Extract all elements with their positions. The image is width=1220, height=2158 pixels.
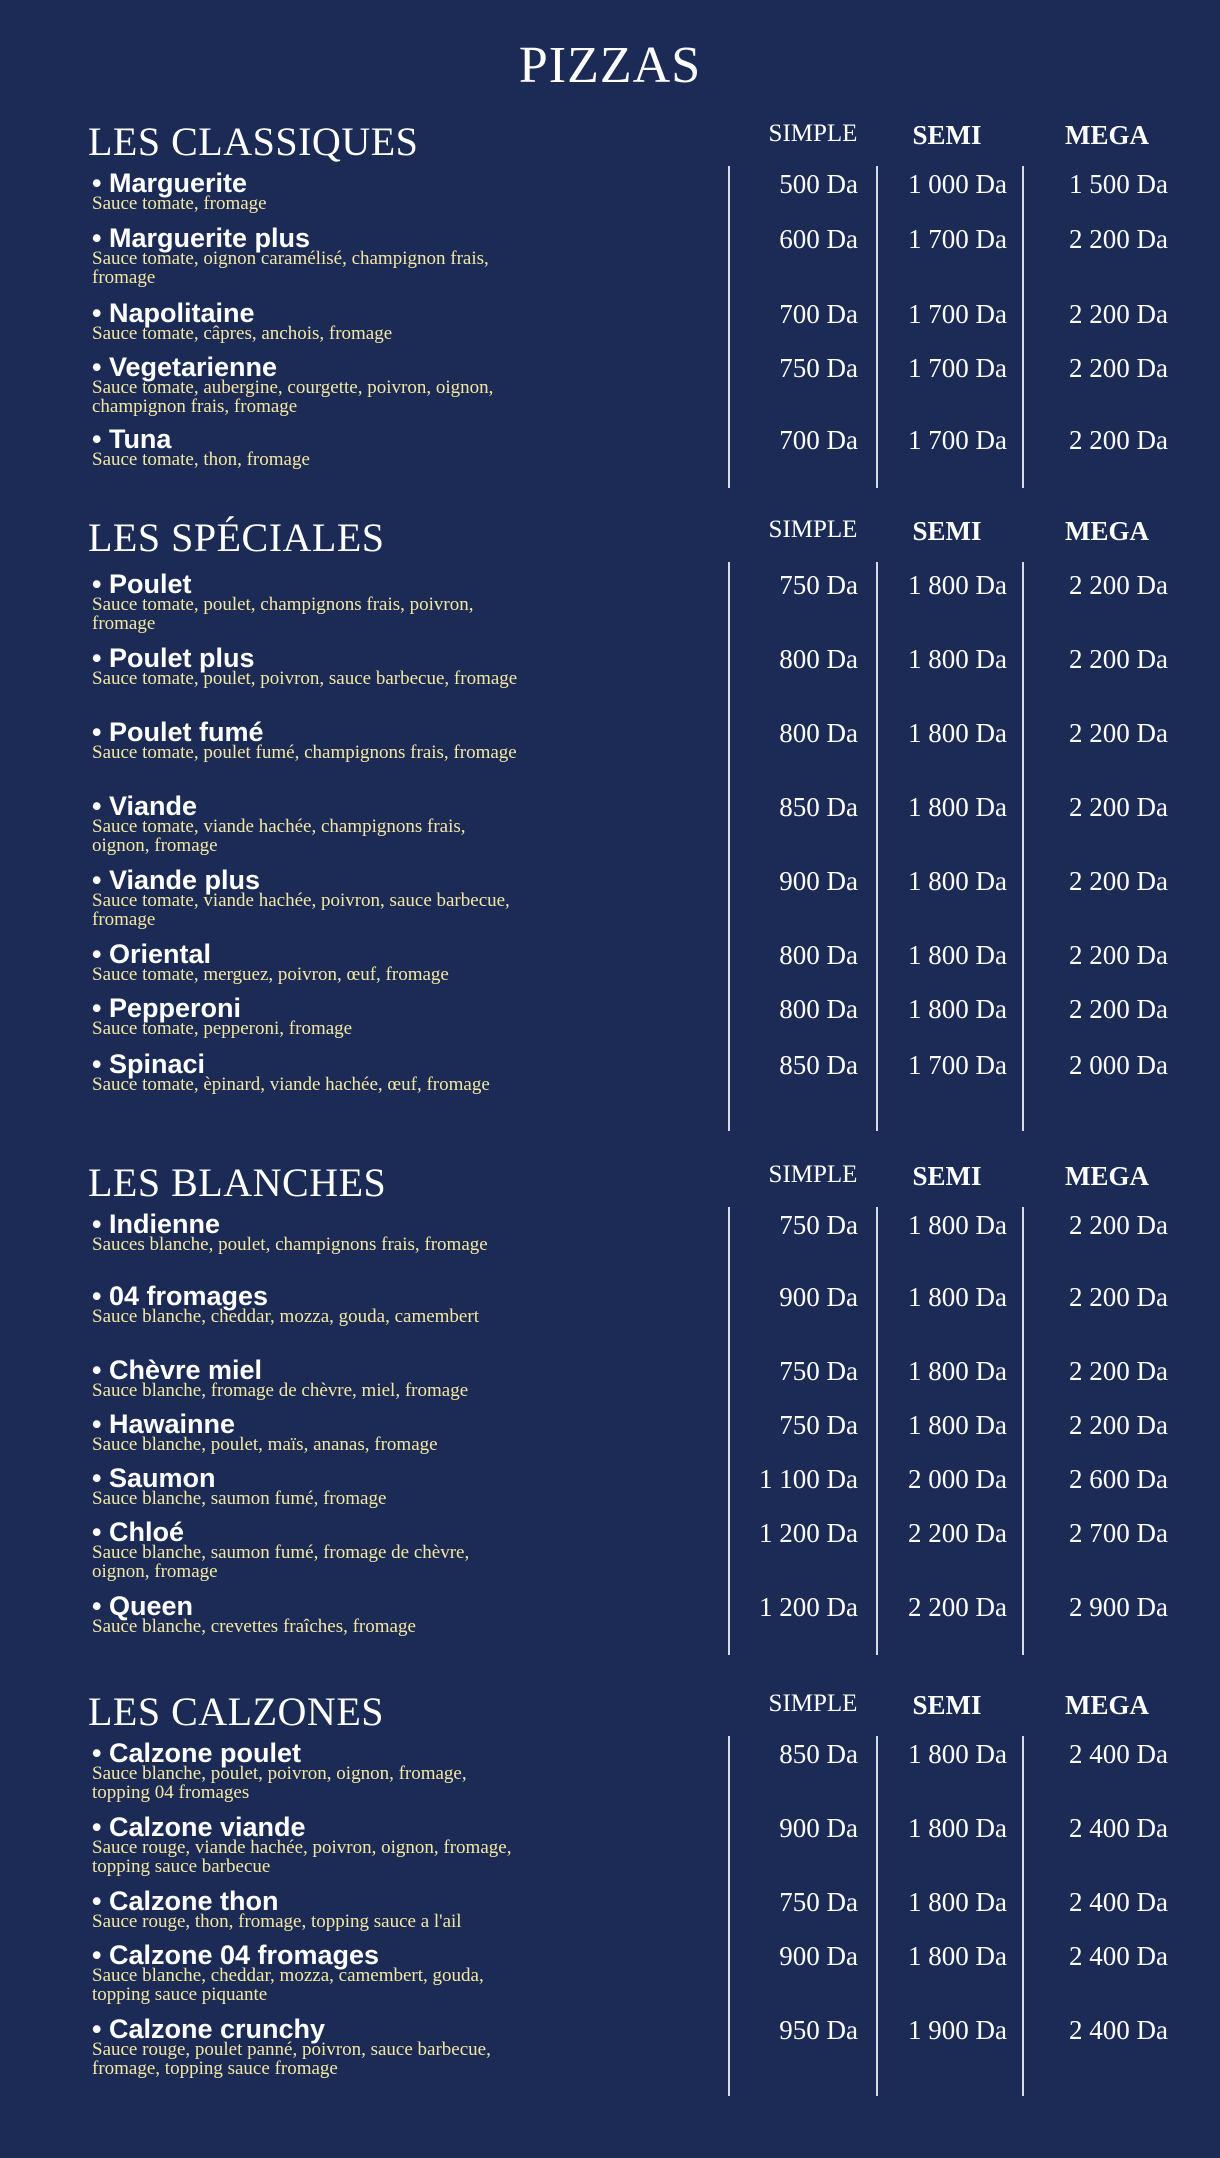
item-name: • Oriental [92, 939, 211, 969]
price-mega: 2 200 Da [1069, 718, 1168, 748]
item-description: Sauce tomate, poulet fumé, champignons frais, fromage [92, 742, 517, 763]
price-mega: 2 200 Da [1069, 353, 1168, 383]
price-semi: 1 700 Da [908, 1050, 1007, 1080]
item-name: • Tuna [92, 424, 172, 454]
price-mega: 2 200 Da [1069, 792, 1168, 822]
column-header-semi: SEMI [912, 1690, 982, 1720]
item-name: • Hawainne [92, 1409, 235, 1439]
item-name: • Calzone crunchy [92, 2014, 326, 2044]
item-description: Sauce tomate, viande hachée, champignons frais, oignon, fromage [92, 816, 466, 856]
item-name: • Poulet fumé [92, 717, 264, 747]
price-semi: 1 800 Da [908, 1410, 1007, 1440]
price-simple: 800 Da [779, 994, 858, 1024]
price-simple: 850 Da [779, 1739, 858, 1769]
price-semi: 1 800 Da [908, 718, 1007, 748]
column-header-mega: MEGA [1065, 120, 1149, 150]
price-mega: 2 400 Da [1069, 1941, 1168, 1971]
price-semi: 1 800 Da [908, 994, 1007, 1024]
price-simple: 750 Da [779, 353, 858, 383]
price-simple: 1 100 Da [759, 1464, 858, 1494]
item-description: Sauce tomate, aubergine, courgette, poivron, oignon, champignon frais, fromage [92, 377, 494, 417]
price-simple: 600 Da [779, 224, 858, 254]
item-description: Sauce rouge, poulet panné, poivron, sauce barbecue, fromage, topping sauce fromage [92, 2039, 491, 2079]
column-divider [1022, 1207, 1024, 1655]
price-simple: 800 Da [779, 940, 858, 970]
section-title: LES CLASSIQUES [88, 119, 419, 164]
price-semi: 1 800 Da [908, 570, 1007, 600]
price-semi: 1 800 Da [908, 1887, 1007, 1917]
price-simple: 800 Da [779, 718, 858, 748]
price-simple: 750 Da [779, 1410, 858, 1440]
page-title: PIZZAS [518, 37, 702, 94]
price-semi: 1 800 Da [908, 1941, 1007, 1971]
item-description: Sauce rouge, thon, fromage, topping sauce a l'ail [92, 1911, 462, 1932]
item-description: Sauce tomate, pepperoni, fromage [92, 1018, 353, 1039]
item-description: Sauce tomate, poulet, poivron, sauce barbecue, fromage [92, 668, 518, 689]
item-name: • Queen [92, 1591, 193, 1621]
price-mega: 2 200 Da [1069, 866, 1168, 896]
item-description: Sauce tomate, merguez, poivron, œuf, fromage [92, 964, 449, 985]
price-mega: 2 900 Da [1069, 1592, 1168, 1622]
price-semi: 1 800 Da [908, 1813, 1007, 1843]
price-semi: 1 700 Da [908, 353, 1007, 383]
item-name: • Viande plus [92, 865, 260, 895]
column-header-semi: SEMI [912, 516, 982, 546]
price-simple: 900 Da [779, 1813, 858, 1843]
item-name: • Napolitaine [92, 298, 255, 328]
price-simple: 1 200 Da [759, 1592, 858, 1622]
price-simple: 700 Da [779, 425, 858, 455]
column-header-simple: SIMPLE [768, 120, 858, 147]
item-name: • Calzone thon [92, 1886, 279, 1916]
section-title: LES SPÉCIALES [88, 515, 385, 560]
price-semi: 2 200 Da [908, 1518, 1007, 1548]
item-name: • Indienne [92, 1209, 220, 1239]
price-semi: 2 200 Da [908, 1592, 1007, 1622]
column-divider [1022, 1736, 1024, 2096]
column-header-mega: MEGA [1065, 1690, 1149, 1720]
column-divider [1022, 166, 1024, 488]
section-title: LES BLANCHES [88, 1160, 387, 1205]
column-header-semi: SEMI [912, 1161, 982, 1191]
price-semi: 1 700 Da [908, 425, 1007, 455]
item-description: Sauce blanche, saumon fumé, fromage [92, 1488, 387, 1509]
price-mega: 2 400 Da [1069, 1813, 1168, 1843]
price-semi: 1 800 Da [908, 1210, 1007, 1240]
price-semi: 1 800 Da [908, 1739, 1007, 1769]
price-semi: 2 000 Da [908, 1464, 1007, 1494]
section-title: LES CALZONES [88, 1689, 384, 1734]
price-mega: 2 200 Da [1069, 1210, 1168, 1240]
item-name: • Marguerite plus [92, 223, 310, 253]
price-mega: 2 400 Da [1069, 2015, 1168, 2045]
price-simple: 850 Da [779, 792, 858, 822]
price-simple: 750 Da [779, 570, 858, 600]
item-name: • Saumon [92, 1463, 216, 1493]
item-name: • Poulet plus [92, 643, 255, 673]
price-mega: 2 400 Da [1069, 1887, 1168, 1917]
item-description: Sauce tomate, thon, fromage [92, 449, 310, 470]
item-description: Sauce tomate, fromage [92, 193, 267, 214]
price-mega: 2 200 Da [1069, 1282, 1168, 1312]
item-description: Sauces blanche, poulet, champignons frais, fromage [92, 1234, 488, 1255]
item-description: Sauce tomate, oignon caramélisé, champignon frais, fromage [92, 248, 489, 288]
price-semi: 1 800 Da [908, 866, 1007, 896]
item-description: Sauce tomate, poulet, champignons frais, poivron, fromage [92, 594, 474, 634]
price-simple: 700 Da [779, 299, 858, 329]
price-mega: 2 700 Da [1069, 1518, 1168, 1548]
price-semi: 1 000 Da [908, 169, 1007, 199]
column-header-mega: MEGA [1065, 1161, 1149, 1191]
price-simple: 750 Da [779, 1887, 858, 1917]
item-description: Sauce rouge, viande hachée, poivron, oignon, fromage, topping sauce barbecue [92, 1837, 512, 1877]
price-semi: 1 800 Da [908, 644, 1007, 674]
price-semi: 1 800 Da [908, 1356, 1007, 1386]
price-semi: 1 800 Da [908, 1282, 1007, 1312]
price-semi: 1 800 Da [908, 940, 1007, 970]
item-name: • Vegetarienne [92, 352, 278, 382]
item-description: Sauce blanche, poulet, poivron, oignon, fromage, topping 04 fromages [92, 1763, 467, 1803]
price-simple: 1 200 Da [759, 1518, 858, 1548]
price-semi: 1 800 Da [908, 792, 1007, 822]
column-header-mega: MEGA [1065, 516, 1149, 546]
item-description: Sauce blanche, cheddar, mozza, gouda, camembert [92, 1306, 479, 1327]
price-simple: 500 Da [779, 169, 858, 199]
price-mega: 2 200 Da [1069, 299, 1168, 329]
price-mega: 1 500 Da [1069, 169, 1168, 199]
item-description: Sauce blanche, crevettes fraîches, fromage [92, 1616, 416, 1637]
item-name: • Calzone 04 fromages [92, 1940, 380, 1970]
item-name: • Chloé [92, 1517, 184, 1547]
price-semi: 1 900 Da [908, 2015, 1007, 2045]
price-mega: 2 200 Da [1069, 570, 1168, 600]
item-description: Sauce tomate, câpres, anchois, fromage [92, 323, 393, 344]
price-simple: 900 Da [779, 1282, 858, 1312]
item-name: • Pepperoni [92, 993, 241, 1023]
column-header-simple: SIMPLE [768, 1161, 858, 1188]
price-simple: 850 Da [779, 1050, 858, 1080]
price-mega: 2 200 Da [1069, 644, 1168, 674]
item-name: • Calzone poulet [92, 1738, 301, 1768]
price-simple: 750 Da [779, 1210, 858, 1240]
price-mega: 2 400 Da [1069, 1739, 1168, 1769]
column-header-semi: SEMI [912, 120, 982, 150]
price-mega: 2 200 Da [1069, 940, 1168, 970]
price-mega: 2 200 Da [1069, 224, 1168, 254]
item-name: • Poulet [92, 569, 192, 599]
price-mega: 2 200 Da [1069, 425, 1168, 455]
item-description: Sauce blanche, poulet, maïs, ananas, fromage [92, 1434, 438, 1455]
item-name: • 04 fromages [92, 1281, 269, 1311]
price-semi: 1 700 Da [908, 224, 1007, 254]
item-name: • Viande [92, 791, 197, 821]
column-header-simple: SIMPLE [768, 516, 858, 543]
price-semi: 1 700 Da [908, 299, 1007, 329]
price-simple: 950 Da [779, 2015, 858, 2045]
item-name: • Calzone viande [92, 1812, 306, 1842]
price-mega: 2 600 Da [1069, 1464, 1168, 1494]
price-simple: 750 Da [779, 1356, 858, 1386]
price-simple: 800 Da [779, 644, 858, 674]
column-header-simple: SIMPLE [768, 1690, 858, 1717]
item-name: • Spinaci [92, 1049, 205, 1079]
item-name: • Marguerite [92, 168, 247, 198]
price-mega: 2 200 Da [1069, 1410, 1168, 1440]
item-description: Sauce blanche, fromage de chèvre, miel, fromage [92, 1380, 469, 1401]
price-mega: 2 200 Da [1069, 994, 1168, 1024]
price-simple: 900 Da [779, 1941, 858, 1971]
item-description: Sauce blanche, cheddar, mozza, camembert, gouda, topping sauce piquante [92, 1965, 484, 2005]
item-name: • Chèvre miel [92, 1355, 263, 1385]
column-divider [1022, 562, 1024, 1131]
item-description: Sauce tomate, èpinard, viande hachée, œuf, fromage [92, 1074, 490, 1095]
price-simple: 900 Da [779, 866, 858, 896]
item-description: Sauce blanche, saumon fumé, fromage de chèvre, oignon, fromage [92, 1542, 470, 1582]
item-description: Sauce tomate, viande hachée, poivron, sauce barbecue, fromage [92, 890, 510, 930]
price-mega: 2 000 Da [1069, 1050, 1168, 1080]
price-mega: 2 200 Da [1069, 1356, 1168, 1386]
